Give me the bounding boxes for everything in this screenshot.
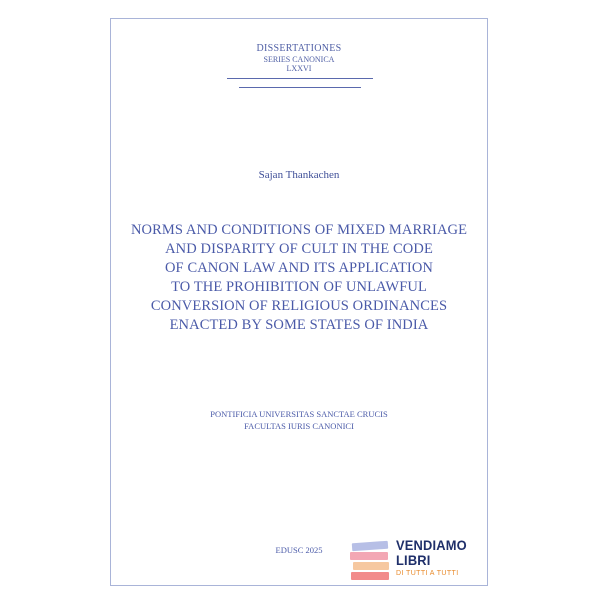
logo-tagline: DI TUTTI A TUTTI <box>396 570 459 577</box>
title-line: CONVERSION OF RELIGIOUS ORDINANCES <box>150 298 448 314</box>
divider-rule-bottom <box>239 87 361 88</box>
series-title: DISSERTATIONES <box>256 43 342 54</box>
faculty-name: FACULTAS IURIS CANONICI <box>244 421 354 431</box>
book-cover <box>110 18 488 586</box>
series-number: LXXVI <box>286 63 312 73</box>
institution-block <box>111 408 487 432</box>
book-title <box>121 221 477 335</box>
title-line: OF CANON LAW AND ITS APPLICATION <box>164 260 434 276</box>
logo-word-libri: LIBRI <box>396 552 431 568</box>
vendiamo-libri-logo <box>350 536 490 588</box>
author-name: Sajan Thankachen <box>258 169 340 181</box>
title-line: TO THE PROHIBITION OF UNLAWFUL <box>171 279 427 295</box>
book-stack-icon <box>350 538 392 582</box>
title-line: NORMS AND CONDITIONS OF MIXED MARRIAGE <box>130 222 468 238</box>
university-name: PONTIFICIA UNIVERSITAS SANCTAE CRUCIS <box>210 409 388 419</box>
publisher-imprint: EDUSC 2025 <box>275 545 323 555</box>
divider-rule-top <box>227 78 373 79</box>
series-block <box>111 43 487 73</box>
logo-word-vendiamo: VENDIAMO <box>396 537 467 553</box>
title-line: ENACTED BY SOME STATES OF INDIA <box>169 317 429 333</box>
title-line: AND DISPARITY OF CULT IN THE CODE <box>165 241 433 257</box>
series-subtitle: SERIES CANONICA <box>263 54 335 64</box>
